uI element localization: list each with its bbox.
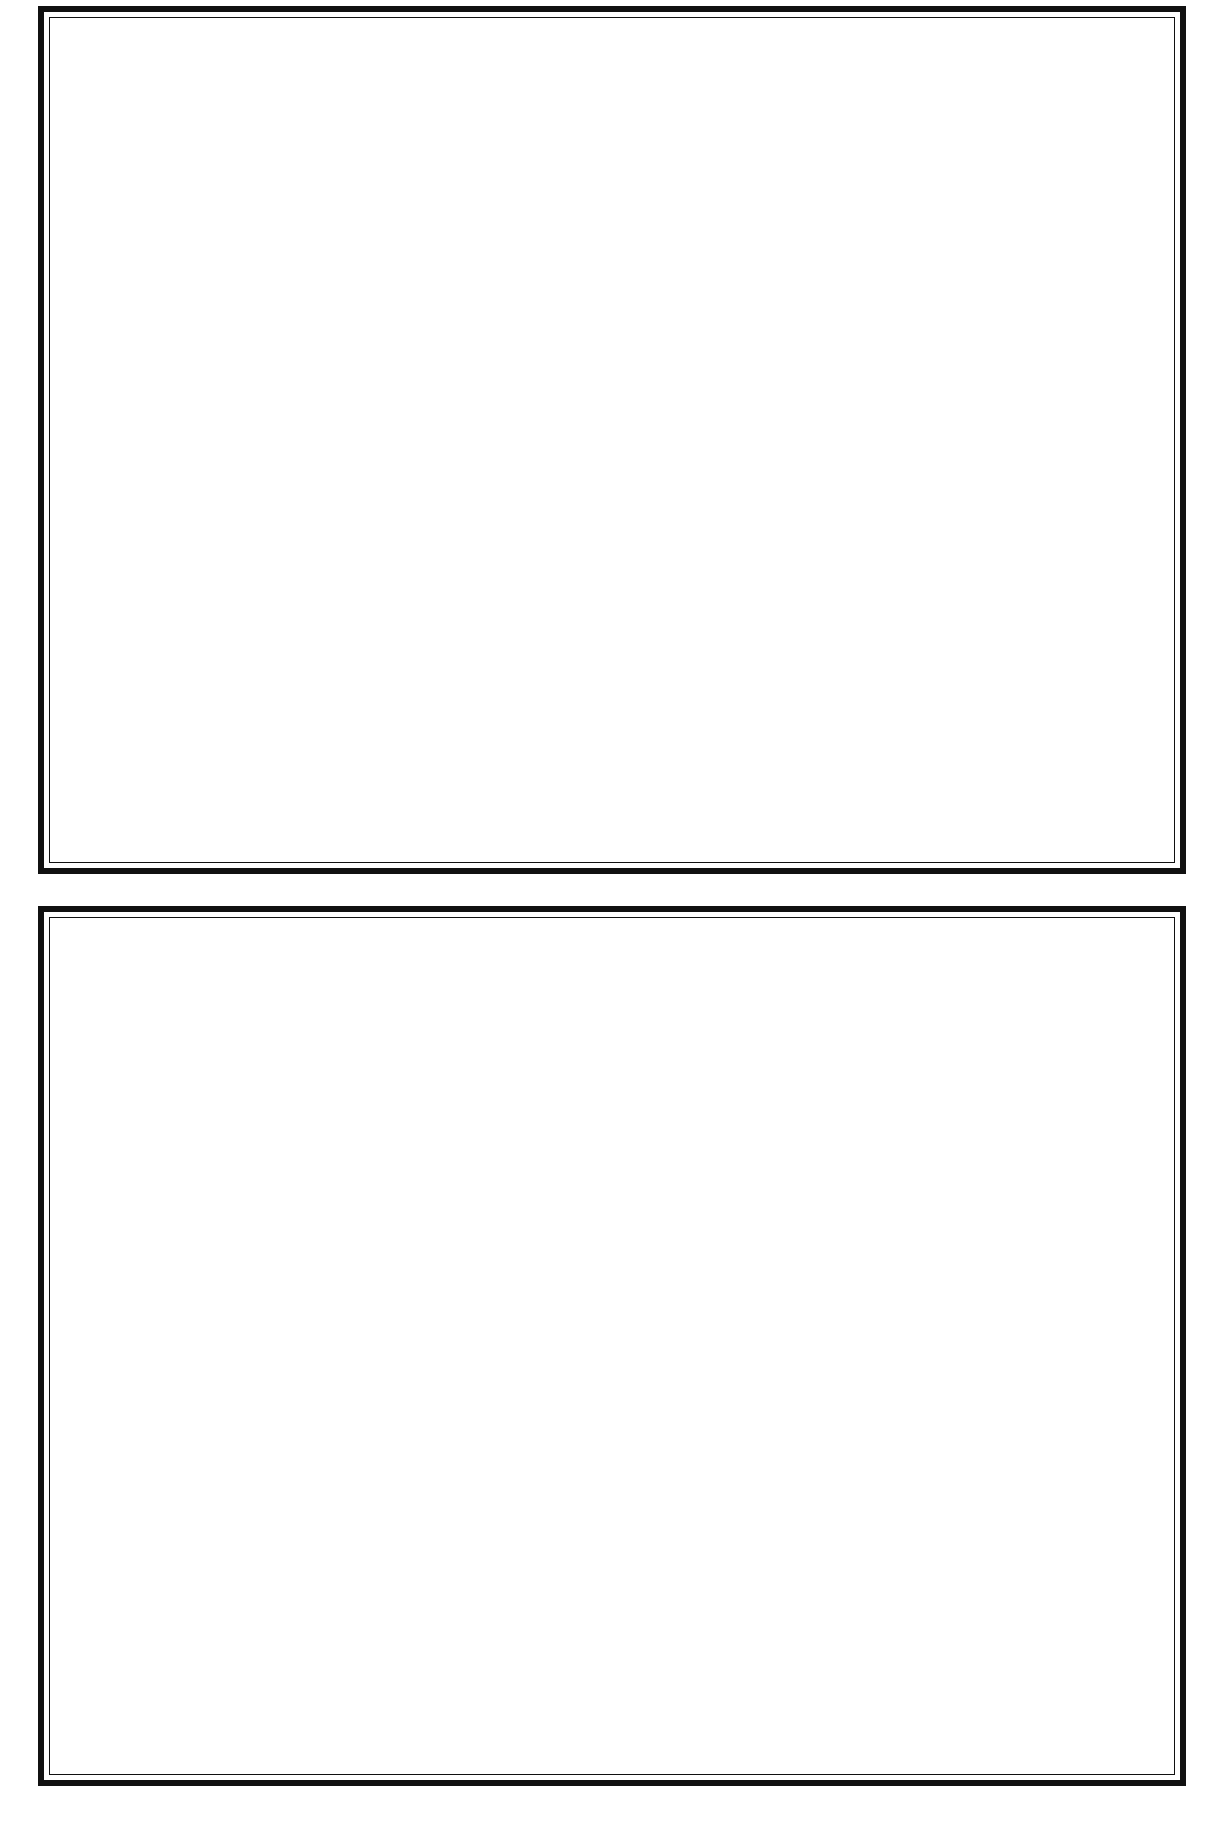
lower-page-frame — [38, 906, 1186, 1786]
lower-page-columns — [58, 928, 1166, 1766]
upper-page-frame — [38, 6, 1186, 874]
upper-page-columns — [58, 28, 1166, 854]
